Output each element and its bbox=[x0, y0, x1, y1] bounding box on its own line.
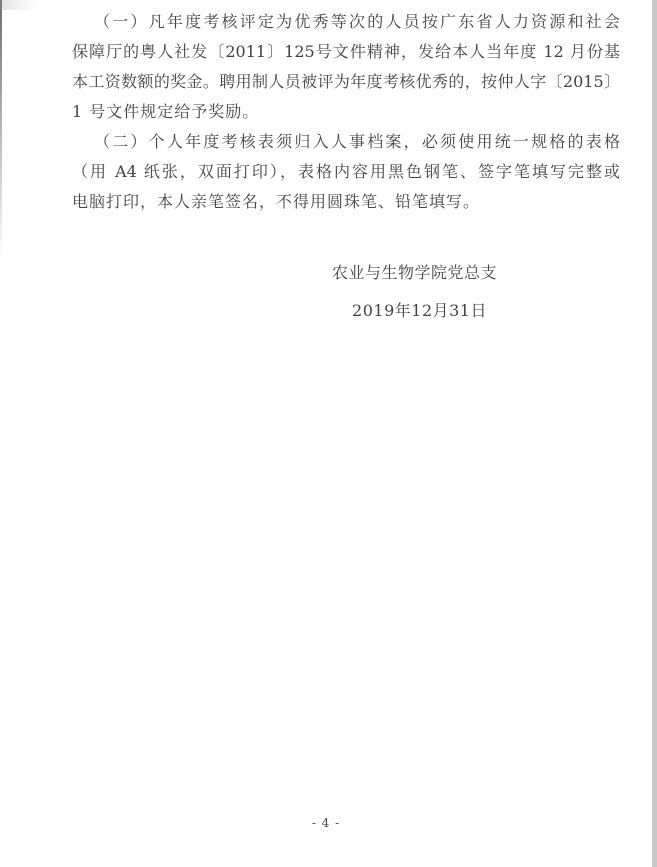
document-body bbox=[72, 7, 620, 326]
paragraph-line: 1 号文件规定给予奖励。 bbox=[72, 102, 260, 121]
paragraph-line: 本工资数额的奖金。聘用制人员被评为年度考核优秀的，按仲人字〔2015〕 bbox=[72, 72, 620, 91]
scan-left-edge-shadow bbox=[0, 0, 2, 260]
page-number: - 4 - bbox=[311, 816, 341, 830]
paragraph-line: （用 A4 纸张，双面打印），表格内容用黑色钢笔、签字笔填写完整或 bbox=[72, 162, 620, 181]
paragraph bbox=[72, 7, 620, 127]
paragraph-line: 电脑打印，本人亲笔签名，不得用圆珠笔、铅笔填写。 bbox=[72, 192, 481, 211]
paragraph-line: 保障厅的粤人社发〔2011〕125号文件精神，发给本人当年度 12 月份基 bbox=[72, 42, 620, 61]
scan-corner-shadow bbox=[0, 0, 38, 10]
paragraph-line: （一）凡年度考核评定为优秀等次的人员按广东省人力资源和社会 bbox=[94, 12, 620, 31]
date-line: 2019年12月31日 bbox=[352, 301, 487, 320]
paragraph bbox=[72, 127, 620, 217]
signature-line: 农业与生物学院党总支 bbox=[331, 263, 497, 282]
paragraph-line: （二）个人年度考核表须归入人事档案，必须使用统一规格的表格 bbox=[94, 132, 620, 151]
scan-right-edge-strip bbox=[652, 0, 657, 867]
